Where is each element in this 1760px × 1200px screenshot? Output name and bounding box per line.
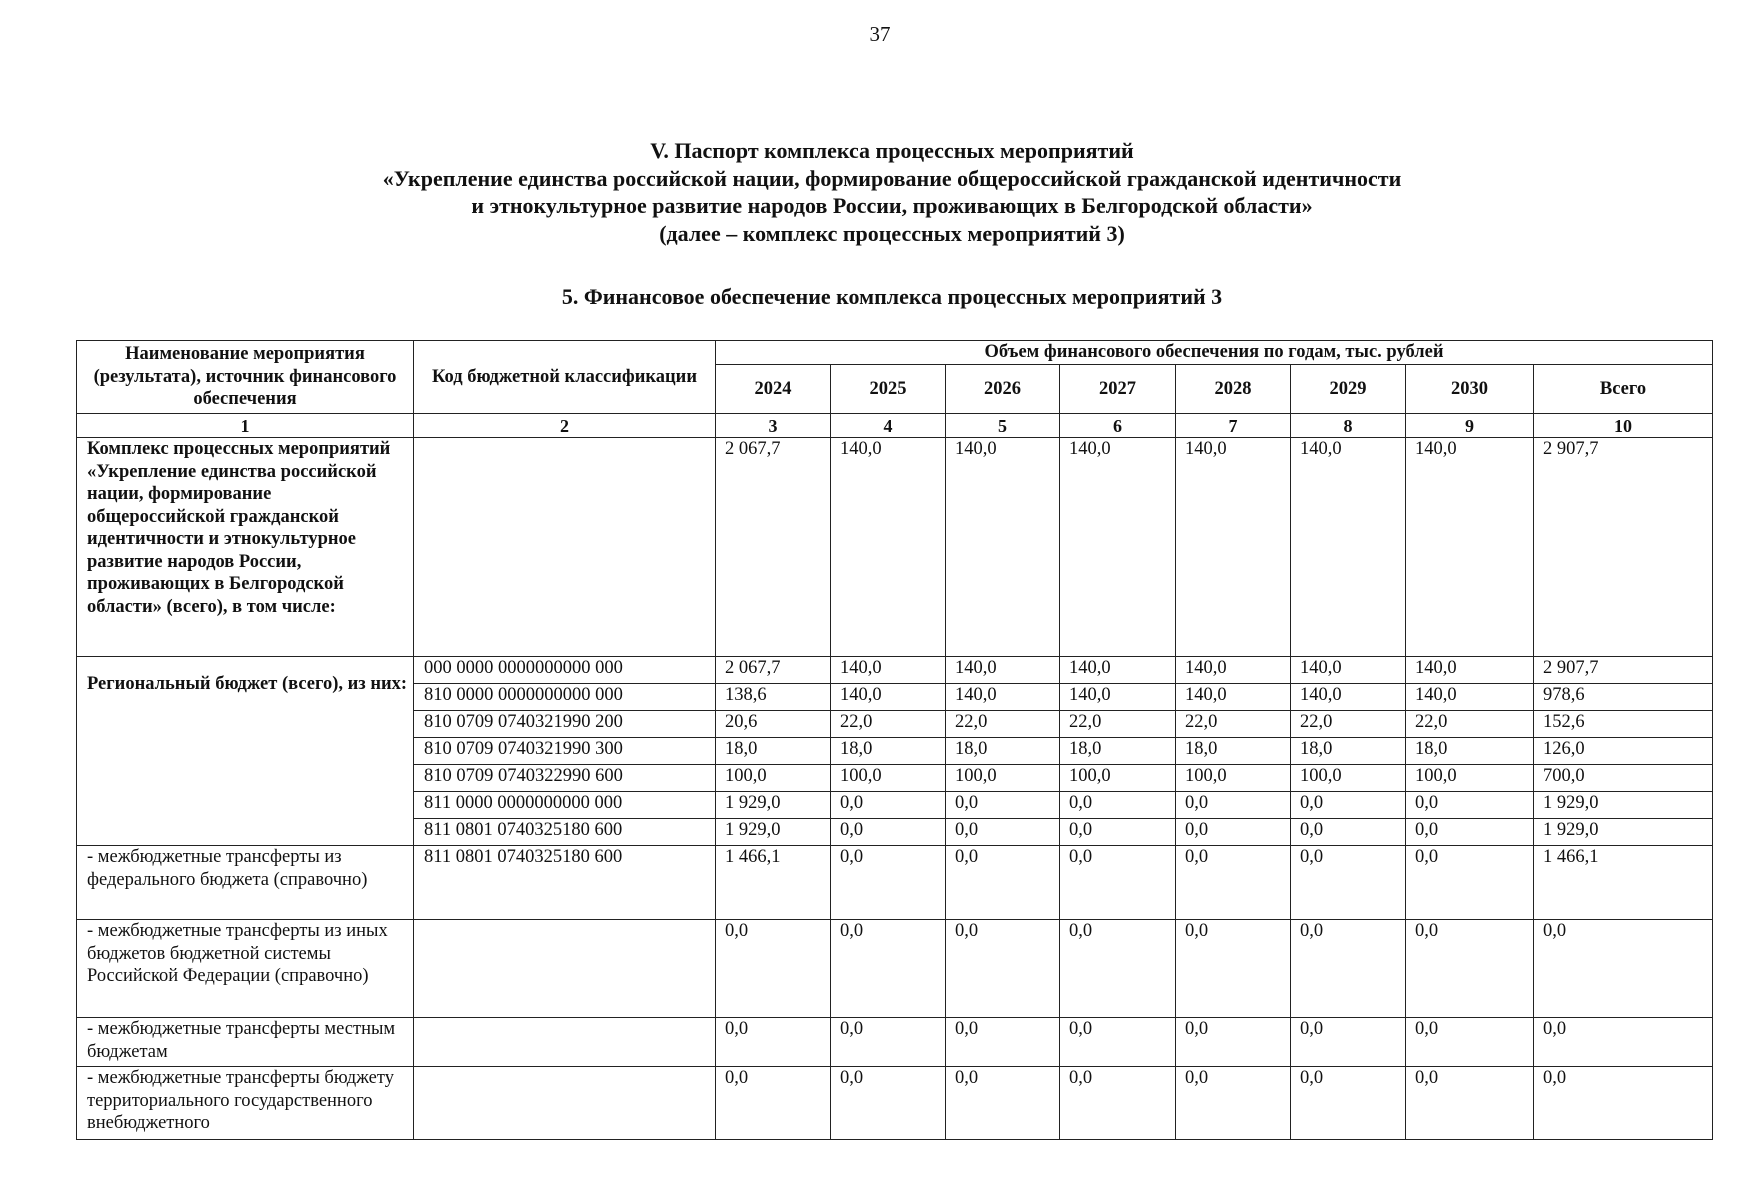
- value-cell: 126,0: [1534, 738, 1713, 765]
- title-line: V. Паспорт комплекса процессных мероприятий: [650, 138, 1134, 163]
- section-subtitle: 5. Финансовое обеспечение комплекса процессных мероприятий 3: [561, 284, 1223, 309]
- value-cell: 0,0: [1176, 920, 1291, 1018]
- value-cell: 1 929,0: [1534, 792, 1713, 819]
- value-cell: 0,0: [1060, 846, 1176, 920]
- column-number: 5: [946, 414, 1060, 438]
- value-cell: 18,0: [716, 738, 831, 765]
- value-cell: 0,0: [1060, 920, 1176, 1018]
- header-code-cell: Код бюджетной классификации: [414, 341, 716, 414]
- code-cell: 810 0709 0740321990 200: [414, 711, 716, 738]
- value-cell: 1 929,0: [716, 792, 831, 819]
- title-line: и этнокультурное развитие народов России, проживающих в Белгородской области»: [471, 193, 1313, 218]
- value-cell: 100,0: [1176, 765, 1291, 792]
- value-cell: 0,0: [1176, 1018, 1291, 1067]
- value-cell: 700,0: [1534, 765, 1713, 792]
- value-cell: 22,0: [1406, 711, 1534, 738]
- value-cell: 0,0: [831, 792, 946, 819]
- value-cell: 140,0: [1291, 438, 1406, 657]
- value-cell: 18,0: [1176, 738, 1291, 765]
- value-cell: 0,0: [1291, 819, 1406, 846]
- column-number: 9: [1406, 414, 1534, 438]
- value-cell: 140,0: [1060, 684, 1176, 711]
- financing-table: [76, 340, 1713, 1140]
- complex-name-cell: Комплекс процессных мероприятий «Укрепление единства российской нации, формирование общероссийской гражданской идентичности и этнокультурное развитие народов России, проживающих в Белгородской области» (всего), в том числе:: [77, 438, 414, 657]
- value-cell: 0,0: [1291, 846, 1406, 920]
- value-cell: 0,0: [1406, 819, 1534, 846]
- code-cell: [414, 438, 716, 657]
- value-cell: 100,0: [1291, 765, 1406, 792]
- header-total: Всего: [1534, 365, 1713, 414]
- value-cell: 978,6: [1534, 684, 1713, 711]
- value-cell: 0,0: [1291, 792, 1406, 819]
- page-number: 37: [869, 22, 891, 46]
- value-cell: 0,0: [1534, 920, 1713, 1018]
- code-cell: 810 0709 0740322990 600: [414, 765, 716, 792]
- column-number: 1: [77, 414, 414, 438]
- value-cell: 22,0: [831, 711, 946, 738]
- header-year: 2028: [1176, 365, 1291, 414]
- value-cell: 140,0: [831, 684, 946, 711]
- code-cell: [414, 920, 716, 1018]
- value-cell: 0,0: [1406, 792, 1534, 819]
- value-cell: 0,0: [1176, 819, 1291, 846]
- value-cell: 140,0: [1060, 657, 1176, 684]
- value-cell: 22,0: [1060, 711, 1176, 738]
- value-cell: 20,6: [716, 711, 831, 738]
- value-cell: 0,0: [1406, 846, 1534, 920]
- column-number: 7: [1176, 414, 1291, 438]
- header-year: 2027: [1060, 365, 1176, 414]
- value-cell: 0,0: [1291, 1067, 1406, 1140]
- value-cell: 0,0: [1291, 1018, 1406, 1067]
- table-row: [77, 846, 1713, 920]
- document-title: [0, 137, 1760, 247]
- value-cell: 0,0: [1534, 1067, 1713, 1140]
- value-cell: 0,0: [946, 792, 1060, 819]
- code-cell: [414, 1018, 716, 1067]
- value-cell: 138,6: [716, 684, 831, 711]
- value-cell: 100,0: [1060, 765, 1176, 792]
- column-number: 6: [1060, 414, 1176, 438]
- value-cell: 140,0: [1060, 438, 1176, 657]
- value-cell: 18,0: [946, 738, 1060, 765]
- value-cell: 1 929,0: [1534, 819, 1713, 846]
- header-volume-cell: Объем финансового обеспечения по годам, тыс. рублей: [716, 341, 1713, 365]
- value-cell: 0,0: [1060, 1018, 1176, 1067]
- value-cell: 0,0: [1060, 792, 1176, 819]
- header-year: 2024: [716, 365, 831, 414]
- value-cell: 0,0: [1291, 920, 1406, 1018]
- value-cell: 100,0: [946, 765, 1060, 792]
- value-cell: 2 907,7: [1534, 657, 1713, 684]
- value-cell: 0,0: [1406, 1067, 1534, 1140]
- value-cell: 140,0: [831, 438, 946, 657]
- value-cell: 22,0: [1176, 711, 1291, 738]
- table-row: [77, 1018, 1713, 1067]
- header-name-cell: Наименование мероприятия (результата), источник финансового обеспечения: [77, 341, 414, 414]
- value-cell: 100,0: [1406, 765, 1534, 792]
- value-cell: 2 067,7: [716, 438, 831, 657]
- value-cell: 140,0: [1176, 657, 1291, 684]
- value-cell: 1 466,1: [1534, 846, 1713, 920]
- transfer-name-cell: - межбюджетные трансферты из иных бюджетов бюджетной системы Российской Федерации (справочно): [77, 920, 414, 1018]
- column-number: 2: [414, 414, 716, 438]
- value-cell: 0,0: [1060, 819, 1176, 846]
- value-cell: 22,0: [1291, 711, 1406, 738]
- value-cell: 22,0: [946, 711, 1060, 738]
- value-cell: 0,0: [946, 819, 1060, 846]
- value-cell: 0,0: [1176, 1067, 1291, 1140]
- value-cell: 2 067,7: [716, 657, 831, 684]
- value-cell: 0,0: [1176, 846, 1291, 920]
- code-cell: 811 0801 0740325180 600: [414, 846, 716, 920]
- value-cell: 0,0: [831, 846, 946, 920]
- column-number: 8: [1291, 414, 1406, 438]
- header-year: 2025: [831, 365, 946, 414]
- value-cell: 0,0: [1176, 792, 1291, 819]
- table-row: [77, 438, 1713, 657]
- table-row: [77, 920, 1713, 1018]
- column-number: 10: [1534, 414, 1713, 438]
- value-cell: 18,0: [1060, 738, 1176, 765]
- column-number: 3: [716, 414, 831, 438]
- value-cell: 140,0: [1176, 438, 1291, 657]
- value-cell: 100,0: [716, 765, 831, 792]
- value-cell: 140,0: [1406, 438, 1534, 657]
- value-cell: 0,0: [831, 1067, 946, 1140]
- value-cell: 100,0: [831, 765, 946, 792]
- transfer-name-cell: - межбюджетные трансферты бюджету территориального государственного внебюджетного: [77, 1067, 414, 1140]
- code-cell: 810 0709 0740321990 300: [414, 738, 716, 765]
- value-cell: 0,0: [1060, 1067, 1176, 1140]
- header-year: 2026: [946, 365, 1060, 414]
- value-cell: 1 929,0: [716, 819, 831, 846]
- value-cell: 140,0: [831, 657, 946, 684]
- value-cell: 0,0: [831, 920, 946, 1018]
- value-cell: 0,0: [716, 920, 831, 1018]
- value-cell: 0,0: [1534, 1018, 1713, 1067]
- table-row: [77, 1067, 1713, 1140]
- value-cell: 0,0: [946, 920, 1060, 1018]
- value-cell: 0,0: [831, 1018, 946, 1067]
- code-cell: [414, 1067, 716, 1140]
- value-cell: 0,0: [1406, 1018, 1534, 1067]
- value-cell: 18,0: [1291, 738, 1406, 765]
- column-number: 4: [831, 414, 946, 438]
- value-cell: 0,0: [716, 1067, 831, 1140]
- table-row: [77, 657, 1713, 684]
- header-year: 2030: [1406, 365, 1534, 414]
- transfer-name-cell: - межбюджетные трансферты из федерального бюджета (справочно): [77, 846, 414, 920]
- value-cell: 18,0: [1406, 738, 1534, 765]
- value-cell: 2 907,7: [1534, 438, 1713, 657]
- code-cell: 811 0801 0740325180 600: [414, 819, 716, 846]
- value-cell: 140,0: [1406, 684, 1534, 711]
- code-cell: 000 0000 0000000000 000: [414, 657, 716, 684]
- value-cell: 0,0: [1406, 920, 1534, 1018]
- header-year: 2029: [1291, 365, 1406, 414]
- title-line: (далее – комплекс процессных мероприятий 3): [659, 220, 1125, 246]
- value-cell: 152,6: [1534, 711, 1713, 738]
- value-cell: 140,0: [946, 684, 1060, 711]
- value-cell: 140,0: [946, 438, 1060, 657]
- title-line: «Укрепление единства российской нации, формирование общероссийской гражданской идентичности: [382, 165, 1402, 191]
- value-cell: 140,0: [1406, 657, 1534, 684]
- code-cell: 811 0000 0000000000 000: [414, 792, 716, 819]
- value-cell: 0,0: [831, 819, 946, 846]
- transfer-name-cell: - межбюджетные трансферты местным бюджетам: [77, 1018, 414, 1067]
- value-cell: 140,0: [946, 657, 1060, 684]
- value-cell: 0,0: [946, 1067, 1060, 1140]
- value-cell: 1 466,1: [716, 846, 831, 920]
- value-cell: 140,0: [1176, 684, 1291, 711]
- value-cell: 140,0: [1291, 657, 1406, 684]
- value-cell: 18,0: [831, 738, 946, 765]
- value-cell: 0,0: [716, 1018, 831, 1067]
- value-cell: 140,0: [1291, 684, 1406, 711]
- value-cell: 0,0: [946, 846, 1060, 920]
- code-cell: 810 0000 0000000000 000: [414, 684, 716, 711]
- value-cell: 0,0: [946, 1018, 1060, 1067]
- regional-name-cell: Региональный бюджет (всего), из них:: [77, 657, 414, 846]
